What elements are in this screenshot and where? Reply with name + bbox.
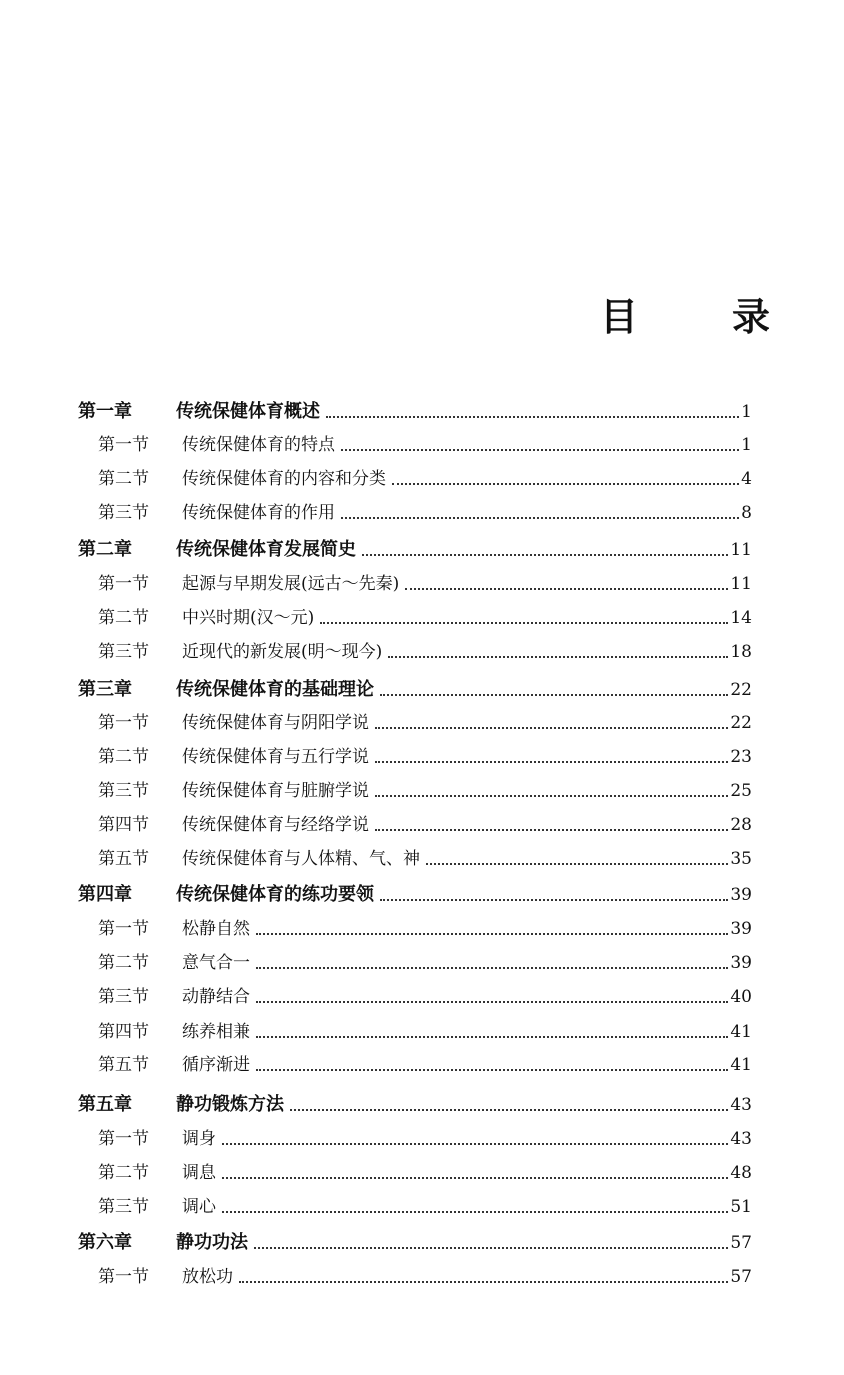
page-number: 25 <box>730 781 752 801</box>
page-number: 41 <box>730 1022 752 1042</box>
dot-leader <box>256 1069 728 1071</box>
toc-section-row <box>98 637 752 667</box>
section-title: 动静结合 <box>182 987 250 1007</box>
dot-leader <box>362 554 728 556</box>
section-title: 起源与早期发展(远古～先秦) <box>182 574 400 594</box>
toc-section-row <box>98 1262 752 1292</box>
toc-chapter-row <box>78 1228 752 1258</box>
toc-chapter-row <box>78 535 752 565</box>
chapter-title: 传统保健体育的基础理论 <box>176 679 374 700</box>
dot-leader <box>239 1281 728 1283</box>
page-number: 51 <box>730 1197 752 1217</box>
chapter-title: 静功功法 <box>176 1232 248 1253</box>
dot-leader <box>326 416 739 418</box>
section-title: 传统保健体育的特点 <box>182 435 335 455</box>
dot-leader <box>405 588 728 590</box>
section-number: 第一节 <box>98 919 149 939</box>
toc-chapter-row <box>78 880 752 910</box>
section-number: 第三节 <box>98 1197 149 1217</box>
dot-leader <box>256 1036 728 1038</box>
page-number: 39 <box>730 919 752 939</box>
section-title: 意气合一 <box>182 953 250 973</box>
chapter-title: 静功锻炼方法 <box>176 1094 284 1115</box>
section-title: 传统保健体育与脏腑学说 <box>182 781 369 801</box>
chapter-number: 第二章 <box>78 539 132 560</box>
toc-section-row <box>98 430 752 460</box>
chapter-title: 传统保健体育发展简史 <box>176 539 356 560</box>
dot-leader <box>256 933 728 935</box>
page-number: 22 <box>730 680 752 700</box>
toc-section-row <box>98 569 752 599</box>
page-number: 43 <box>730 1129 752 1149</box>
dot-leader <box>222 1143 728 1145</box>
section-number: 第四节 <box>98 815 149 835</box>
page-number: 39 <box>730 953 752 973</box>
dot-leader <box>380 899 728 901</box>
toc-section-row <box>98 776 752 806</box>
toc-section-row <box>98 914 752 944</box>
chapter-number: 第一章 <box>78 401 132 422</box>
chapter-number: 第四章 <box>78 884 132 905</box>
dot-leader <box>320 622 728 624</box>
chapter-title: 传统保健体育的练功要领 <box>176 884 374 905</box>
section-number: 第二节 <box>98 953 149 973</box>
page-title <box>600 292 770 342</box>
dot-leader <box>392 483 739 485</box>
dot-leader <box>375 761 728 763</box>
page-number: 1 <box>741 402 752 422</box>
toc-chapter-row <box>78 397 752 427</box>
page-number: 11 <box>730 540 752 560</box>
page-number: 8 <box>741 503 752 523</box>
section-title: 放松功 <box>182 1267 233 1287</box>
section-number: 第二节 <box>98 469 149 489</box>
section-number: 第三节 <box>98 642 149 662</box>
dot-leader <box>254 1247 728 1249</box>
page-number: 22 <box>730 713 752 733</box>
dot-leader <box>341 449 739 451</box>
toc-section-row <box>98 742 752 772</box>
section-title: 传统保健体育与阴阳学说 <box>182 713 369 733</box>
chapter-title: 传统保健体育概述 <box>176 401 320 422</box>
toc-section-row <box>98 1017 752 1047</box>
section-number: 第五节 <box>98 849 149 869</box>
section-title: 调心 <box>182 1197 216 1217</box>
page-number: 18 <box>730 642 752 662</box>
dot-leader <box>388 656 728 658</box>
dot-leader <box>375 829 728 831</box>
toc-section-row <box>98 603 752 633</box>
toc-section-row <box>98 1158 752 1188</box>
title-char-mu: 目 <box>600 295 639 339</box>
chapter-number: 第三章 <box>78 679 132 700</box>
section-number: 第一节 <box>98 1267 149 1287</box>
section-number: 第一节 <box>98 1129 149 1149</box>
title-char-lu: 录 <box>731 295 770 339</box>
section-number: 第三节 <box>98 503 149 523</box>
section-number: 第四节 <box>98 1022 149 1042</box>
chapter-number: 第五章 <box>78 1094 132 1115</box>
section-number: 第三节 <box>98 987 149 1007</box>
dot-leader <box>426 863 728 865</box>
dot-leader <box>222 1177 728 1179</box>
page-number: 1 <box>741 435 752 455</box>
page-number: 57 <box>730 1233 752 1253</box>
toc-section-row <box>98 708 752 738</box>
section-title: 传统保健体育与五行学说 <box>182 747 369 767</box>
dot-leader <box>380 694 728 696</box>
dot-leader <box>375 795 728 797</box>
section-title: 调身 <box>182 1129 216 1149</box>
dot-leader <box>341 517 739 519</box>
toc-chapter-row <box>78 675 752 705</box>
dot-leader <box>222 1211 728 1213</box>
toc-section-row <box>98 948 752 978</box>
dot-leader <box>256 1001 728 1003</box>
section-number: 第二节 <box>98 747 149 767</box>
section-title: 循序渐进 <box>182 1055 250 1075</box>
section-number: 第二节 <box>98 608 149 628</box>
dot-leader <box>375 727 728 729</box>
section-title: 传统保健体育的作用 <box>182 503 335 523</box>
section-title: 近现代的新发展(明～现今) <box>182 642 383 662</box>
page-number: 43 <box>730 1095 752 1115</box>
section-title: 传统保健体育与人体精、气、神 <box>182 849 420 869</box>
page-number: 40 <box>730 987 752 1007</box>
toc-chapter-row <box>78 1090 752 1120</box>
section-title: 调息 <box>182 1163 216 1183</box>
page-number: 39 <box>730 885 752 905</box>
section-number: 第一节 <box>98 435 149 455</box>
section-number: 第二节 <box>98 1163 149 1183</box>
toc-section-row <box>98 498 752 528</box>
section-title: 传统保健体育的内容和分类 <box>182 469 386 489</box>
toc-section-row <box>98 464 752 494</box>
chapter-number: 第六章 <box>78 1232 132 1253</box>
section-title: 传统保健体育与经络学说 <box>182 815 369 835</box>
page-number: 11 <box>730 574 752 594</box>
dot-leader <box>256 967 728 969</box>
page-number: 14 <box>730 608 752 628</box>
toc-section-row <box>98 1124 752 1154</box>
toc-section-row <box>98 1050 752 1080</box>
section-title: 松静自然 <box>182 919 250 939</box>
page-number: 35 <box>730 849 752 869</box>
page-number: 48 <box>730 1163 752 1183</box>
toc-section-row <box>98 810 752 840</box>
section-number: 第一节 <box>98 713 149 733</box>
dot-leader <box>290 1109 728 1111</box>
toc-section-row <box>98 1192 752 1222</box>
section-title: 练养相兼 <box>182 1022 250 1042</box>
toc-section-row <box>98 982 752 1012</box>
section-number: 第一节 <box>98 574 149 594</box>
toc-section-row <box>98 844 752 874</box>
page-number: 57 <box>730 1267 752 1287</box>
section-number: 第五节 <box>98 1055 149 1075</box>
section-number: 第三节 <box>98 781 149 801</box>
page-number: 28 <box>730 815 752 835</box>
page-number: 41 <box>730 1055 752 1075</box>
section-title: 中兴时期(汉～元) <box>182 608 315 628</box>
page-number: 23 <box>730 747 752 767</box>
page-number: 4 <box>741 469 752 489</box>
